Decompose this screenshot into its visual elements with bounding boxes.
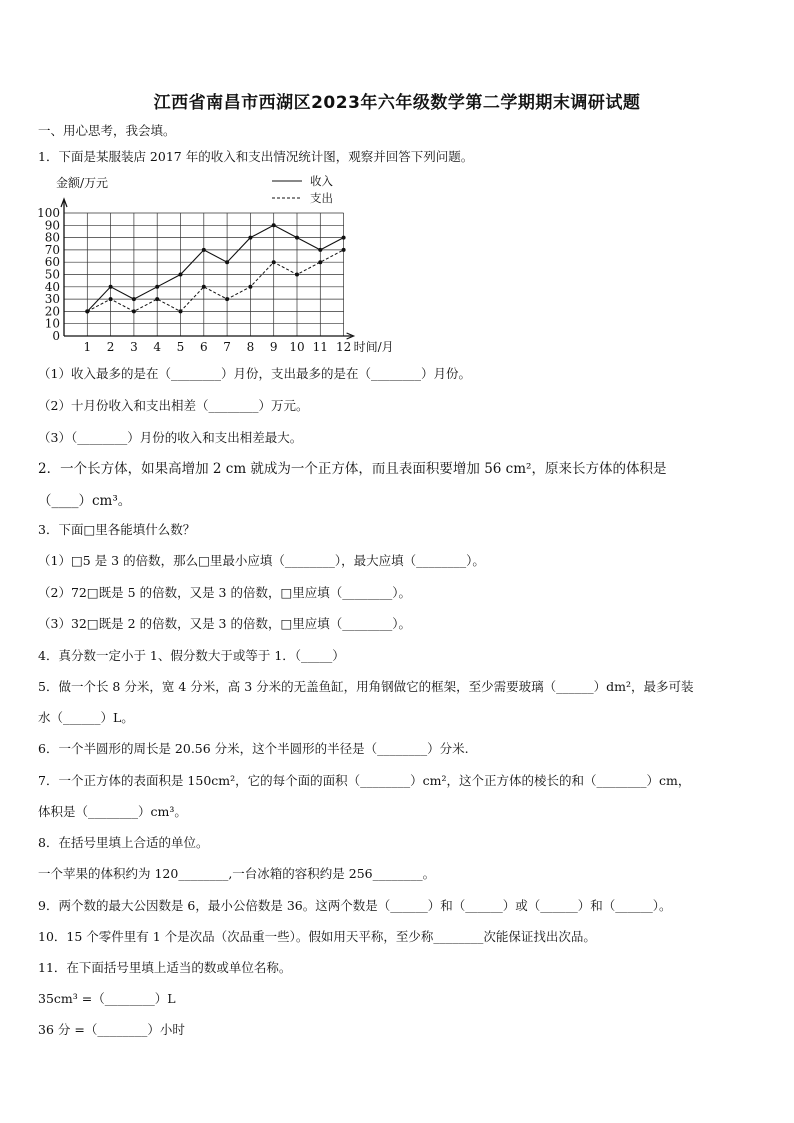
- x-tick-label: 7: [223, 340, 231, 354]
- question-11-line-2: 36 分 =（________）小时: [38, 1022, 185, 1037]
- data-point: [342, 248, 346, 252]
- data-point: [109, 285, 113, 289]
- x-tick-label: 5: [176, 340, 185, 354]
- question-11-stem: 11．在下面括号里填上适当的数或单位名称。: [38, 960, 292, 975]
- x-tick-label: 3: [130, 340, 138, 354]
- question-1-stem: 1．下面是某服装店 2017 年的收入和支出情况统计图，观察并回答下列问题。: [38, 149, 474, 164]
- data-point: [179, 273, 183, 277]
- y-tick-label: 20: [44, 304, 60, 319]
- y-tick-label: 0: [52, 329, 60, 343]
- y-tick-label: 90: [44, 218, 60, 233]
- data-point: [202, 285, 206, 289]
- data-point: [248, 285, 252, 289]
- y-tick-label: 80: [44, 230, 60, 245]
- data-point: [272, 260, 276, 264]
- x-tick-label: 4: [153, 340, 162, 354]
- x-tick-label: 6: [199, 340, 208, 354]
- question-3-sub-2: （2）72□既是 5 的倍数，又是 3 的倍数，□里应填（________）。: [38, 585, 412, 600]
- data-point: [179, 309, 183, 313]
- x-tick-label: 10: [289, 340, 305, 354]
- y-tick-label: 30: [44, 292, 60, 307]
- question-7-line-2: 体积是（________）cm³。: [38, 804, 187, 819]
- question-1-sub-1: （1）收入最多的是在（________）月份，支出最多的是在（________）月份。: [38, 366, 471, 381]
- x-tick-label: 9: [269, 340, 278, 354]
- data-point: [132, 309, 136, 313]
- question-10: 10．15 个零件里有 1 个是次品（次品重一些）。假如用天平称，至少称________次能保证找出次品。: [38, 929, 596, 944]
- question-9: 9．两个数的最大公因数是 6，最小公倍数是 36。这两个数是（______）和（______）或（______）和（______）。: [38, 898, 672, 913]
- question-1-sub-3: （3）（________）月份的收入和支出相差最大。: [38, 430, 303, 445]
- x-tick-label: 1: [83, 340, 92, 354]
- question-3-stem: 3．下面□里各能填什么数？: [38, 522, 196, 537]
- data-point: [295, 273, 299, 277]
- question-5-line-1: 5．做一个长 8 分米，宽 4 分米，高 3 分米的无盖鱼缸，用角钢做它的框架，至少需要玻璃（______）dm²，最多可装: [38, 679, 694, 694]
- x-tick-label: 12: [335, 340, 352, 354]
- line-chart-svg: [36, 170, 396, 355]
- question-3-sub-3: （3）32□既是 2 的倍数，又是 3 的倍数，□里应填（________）。: [38, 616, 412, 631]
- question-8-line: 一个苹果的体积约为 120________,一台冰箱的容积约是 256________。: [38, 866, 436, 881]
- question-8-stem: 8．在括号里填上合适的单位。: [38, 835, 209, 850]
- y-tick-label: 10: [44, 316, 60, 331]
- y-tick-label: 50: [44, 267, 60, 282]
- question-1-sub-2: （2）十月份收入和支出相差（________）万元。: [38, 398, 309, 413]
- question-3-sub-1: （1）□5 是 3 的倍数，那么□里最小应填（________），最大应填（________）。: [38, 553, 485, 568]
- income-expense-chart: [36, 170, 396, 355]
- legend-label: 收入: [310, 174, 333, 188]
- data-point: [85, 309, 89, 313]
- data-point: [272, 223, 276, 227]
- data-point: [225, 297, 229, 301]
- x-tick-label: 11: [312, 340, 328, 354]
- data-point: [155, 297, 159, 301]
- question-4: 4．真分数一定小于 1、假分数大于或等于 1．（_____）: [38, 648, 345, 663]
- y-tick-label: 100: [37, 206, 60, 220]
- data-point: [132, 297, 136, 301]
- data-point: [248, 236, 252, 240]
- data-point: [225, 260, 229, 264]
- y-axis-title: 金额/万元: [56, 176, 109, 190]
- section-heading: 一、用心思考，我会填。: [38, 123, 176, 138]
- question-7-line-1: 7．一个正方体的表面积是 150cm²，它的每个面的面积（________）cm²，这个正方体的棱长的和（________）cm，: [38, 773, 691, 788]
- x-tick-label: 2: [106, 340, 115, 354]
- y-tick-label: 40: [44, 279, 60, 294]
- question-6: 6．一个半圆形的周长是 20.56 分米，这个半圆形的半径是（________）分米.: [38, 741, 469, 756]
- legend-label: 支出: [310, 191, 333, 205]
- question-5-line-2: 水（______）L。: [38, 710, 134, 725]
- data-point: [295, 236, 299, 240]
- series-line: [87, 250, 343, 312]
- page-title: 江西省南昌市西湖区2023年六年级数学第二学期期末调研试题: [153, 93, 641, 113]
- data-point: [202, 248, 206, 252]
- x-tick-label: 8: [246, 340, 255, 354]
- question-2-line-1: 2．一个长方体，如果高增加 2 cm 就成为一个正方体，而且表面积要增加 56 cm²，原来长方体的体积是: [38, 461, 667, 477]
- data-point: [318, 260, 322, 264]
- question-11-line-1: 35cm³ =（________）L: [38, 991, 176, 1006]
- y-tick-label: 60: [44, 255, 60, 270]
- data-point: [342, 236, 346, 240]
- data-point: [318, 248, 322, 252]
- question-2-line-2: （____）cm³。: [38, 493, 132, 509]
- y-tick-label: 70: [44, 242, 60, 257]
- data-point: [109, 297, 113, 301]
- series-line: [87, 225, 343, 311]
- x-axis-title: 时间/月: [353, 340, 394, 354]
- data-point: [155, 285, 159, 289]
